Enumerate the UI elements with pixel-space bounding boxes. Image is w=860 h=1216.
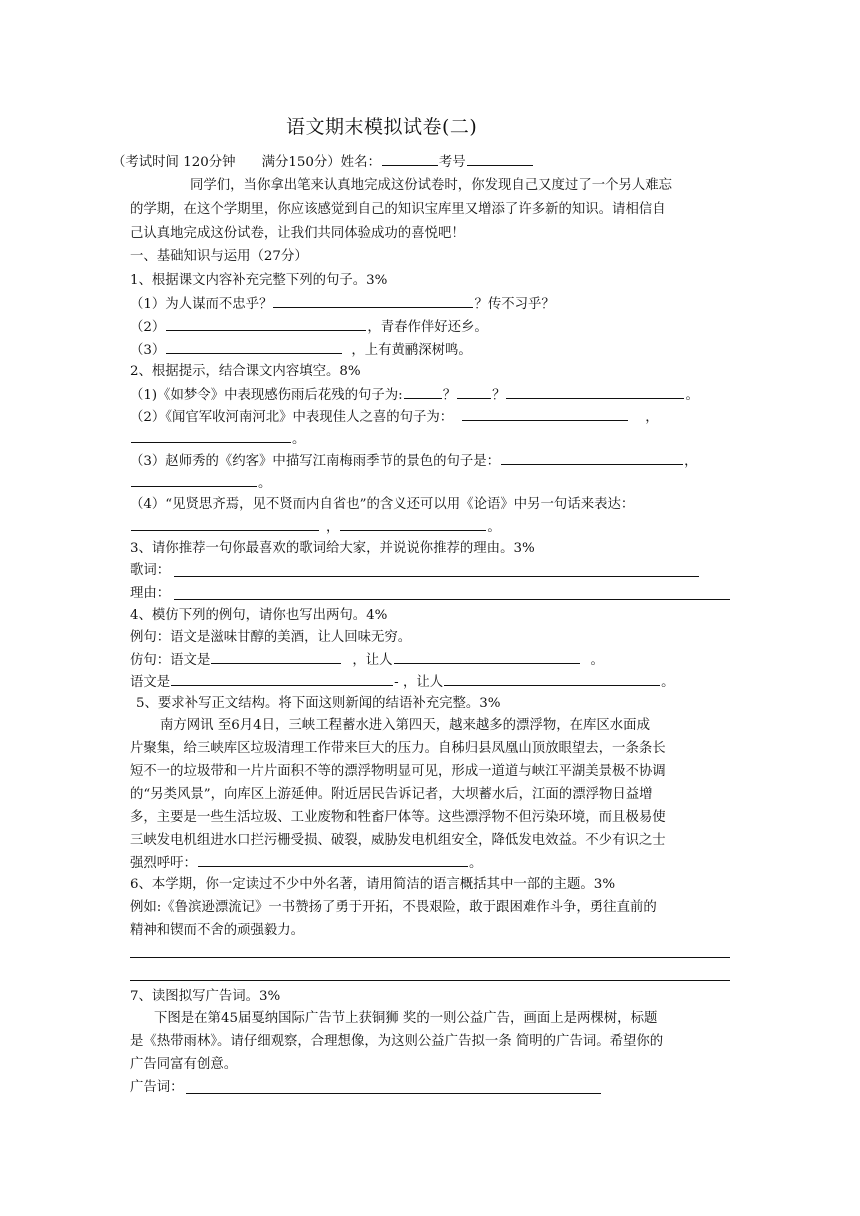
question-2d-cont [130, 517, 501, 538]
question-1-title: 1、根据课文内容补充完整下列的句子。3% [130, 273, 388, 288]
q2c-blank-2[interactable] [131, 473, 257, 487]
q2d-blank-2[interactable] [340, 517, 486, 531]
question-1a [130, 294, 555, 315]
news-line: 多，主要是一些生活垃圾、工业废物和牲畜尸体等。这些漂浮物不但污染环境，而且极易使 [130, 810, 666, 825]
q2a-period: 。 [685, 388, 699, 403]
q1c-label: （3） [130, 343, 166, 358]
section-heading: 一、基础知识与运用（27分） [130, 249, 308, 264]
q5-period: 。 [468, 856, 483, 871]
q2c-text: （3）赵师秀的《约客》中描写江南梅雨季节的景色的句子是： [130, 454, 501, 469]
q2a-qmark: ？ [492, 388, 506, 403]
q2a-blank-1[interactable] [404, 385, 442, 399]
question-4-title: 4、模仿下列的例句，请你也写出两句。4% [130, 608, 388, 623]
q4-blank-2[interactable] [394, 650, 580, 664]
news-line: 的“另类风景”，向库区上游延伸。附近居民告诉记者，大坝蓄水后，江面的漂浮物日益增 [130, 787, 653, 802]
q4-line2-let: - ，让人 [394, 675, 444, 690]
q1b-label: （2） [130, 320, 166, 335]
q6-answer-line-2[interactable] [130, 980, 730, 981]
q4-period: 。 [661, 675, 675, 690]
q2b-text: （2）《闻官军收河南河北》中表现佳人之喜的句子为： [130, 410, 454, 425]
q4-example: 例句：语文是滋味甘醇的美酒，让人回味无穷。 [130, 630, 412, 645]
q6-example-line: 例如:《鲁滨逊漂流记》一书赞扬了勇于开拓，不畏艰险，敢于跟困难作斗争，勇往直前的 [130, 900, 657, 915]
q2c-blank-1[interactable] [501, 451, 683, 465]
q1a-text: （1）为人谋而不忠乎？ [130, 297, 273, 312]
intro-line: 的学期，在这个学期里，你应该感觉到自己的知识宝库里又增添了许多新的知识。请相信自 [130, 202, 666, 217]
exam-time: （考试时间 120分钟 [112, 155, 236, 170]
page-title: 语文期末模拟试卷(二) [286, 116, 478, 138]
q7-body-line: 广告同富有创意。 [130, 1057, 238, 1072]
exam-header [112, 152, 534, 173]
q6-answer-line-1[interactable] [130, 957, 730, 958]
lyric-label: 歌词： [130, 563, 171, 578]
reason-label: 理由： [130, 586, 171, 601]
q1a-post: ？传不习乎？ [474, 297, 555, 312]
q1b-blank[interactable] [166, 317, 366, 331]
question-2d: （4）“见贤思齐焉，见不贤而内自省也”的含义还可以用《论语》中另一句话来表达： [130, 497, 635, 512]
question-2c [130, 451, 697, 472]
question-2-title: 2、根据提示，结合课文内容填空。8% [130, 364, 361, 379]
q4-line2-label: 语文是 [130, 675, 171, 690]
q4-imitate-label: 仿句：语文是 [130, 653, 211, 668]
appeal-label: 强烈呼吁： [130, 856, 197, 871]
q2a-blank-3[interactable] [506, 385, 684, 399]
q2a-qmark: ？ [442, 388, 457, 403]
q1b-post: ，青春作伴好还乡。 [367, 320, 488, 335]
q2b-comma: ， [645, 410, 659, 425]
full-marks-name-label: 满分150分）姓名： [261, 155, 381, 170]
exam-no-field[interactable] [467, 152, 533, 166]
q4-blank-1[interactable] [211, 650, 341, 664]
question-2c-cont [130, 473, 271, 494]
q2b-blank-2[interactable] [131, 429, 291, 443]
q4-imitate-line-2 [130, 672, 675, 693]
q4-period: 。 [590, 653, 604, 668]
question-5-title: 5、要求补写正文结构。将下面这则新闻的结语补充完整。3% [136, 696, 501, 711]
q5-blank[interactable] [198, 853, 468, 867]
q2d-blank-1[interactable] [131, 517, 319, 531]
q4-blank-3[interactable] [171, 672, 393, 686]
news-line: 南方网讯 至6月4日，三峡工程蓄水进入第四天，越来越多的漂浮物，在库区水面成 [160, 718, 650, 733]
q2a-blank-2[interactable] [457, 385, 491, 399]
reason-answer-line[interactable] [174, 599, 730, 600]
q2d-period: 。 [487, 520, 501, 535]
name-field[interactable] [382, 152, 438, 166]
q2c-comma: ， [684, 454, 698, 469]
question-1b [130, 317, 488, 338]
q4-let-label: ，让人 [352, 653, 393, 668]
q4-blank-4[interactable] [444, 672, 660, 686]
question-2b-cont [130, 429, 305, 450]
q2b-period: 。 [292, 432, 306, 447]
question-1c [130, 340, 472, 361]
q1c-post: ，上有黄鹂深树鸣。 [351, 343, 472, 358]
exam-no-label: 考号 [438, 155, 466, 170]
q2b-blank-1[interactable] [462, 407, 628, 421]
intro-line: 己认真地完成这份试卷，让我们共同体验成功的喜悦吧！ [130, 226, 465, 241]
lyric-answer-line[interactable] [174, 576, 699, 577]
q1a-blank[interactable] [273, 294, 473, 308]
news-line: 三峡发电机组进水口拦污栅受损、破裂，威胁发电机组安全，降低发电效益。不少有识之士 [130, 833, 666, 848]
intro-line: 同学们，当你拿出笔来认真地完成这份试卷时，你发现自己又度过了一个另人难忘 [190, 178, 673, 193]
ad-slogan-label: 广告词： [130, 1080, 184, 1095]
q2a-text: （1)《如梦令》中表现感伤雨后花残的句子为: [130, 388, 403, 403]
question-3-title: 3、请你推荐一句你最喜欢的歌词给大家，并说说你推荐的理由。3% [130, 541, 535, 556]
question-2a [130, 385, 699, 406]
q1c-blank[interactable] [166, 340, 342, 354]
news-line: 片聚集，给三峡库区垃圾清理工作带来巨大的压力。自秭归县凤凰山顶放眼望去，一条条长 [130, 741, 666, 756]
q2c-period: 。 [258, 476, 272, 491]
question-7-title: 7、读图拟写广告词。3% [130, 989, 281, 1004]
question-6-title: 6、本学期，你一定读过不少中外名著，请用简洁的语言概括其中一部的主题。3% [130, 877, 616, 892]
q6-example-line: 精神和锲而不舍的顽强毅力。 [130, 923, 305, 938]
q2d-comma: ， [326, 520, 340, 535]
q4-imitate-line-1 [130, 650, 604, 671]
question-2b [130, 407, 659, 428]
ad-slogan-answer-line[interactable] [186, 1093, 601, 1094]
news-line: 短不一的垃圾带和一片片面积不等的漂浮物明显可见，形成一道道与峡江平湖美景极不协调 [130, 764, 666, 779]
q7-body-line: 是《热带雨林》。请仔细观察，合理想像，为这则公益广告拟一条 简明的广告词。希望你的 [130, 1034, 664, 1049]
news-last-line [130, 853, 482, 874]
q7-body-line: 下图是在第45届戛纳国际广告节上获铜狮 奖的一则公益广告，画面上是两棵树，标题 [154, 1011, 658, 1026]
